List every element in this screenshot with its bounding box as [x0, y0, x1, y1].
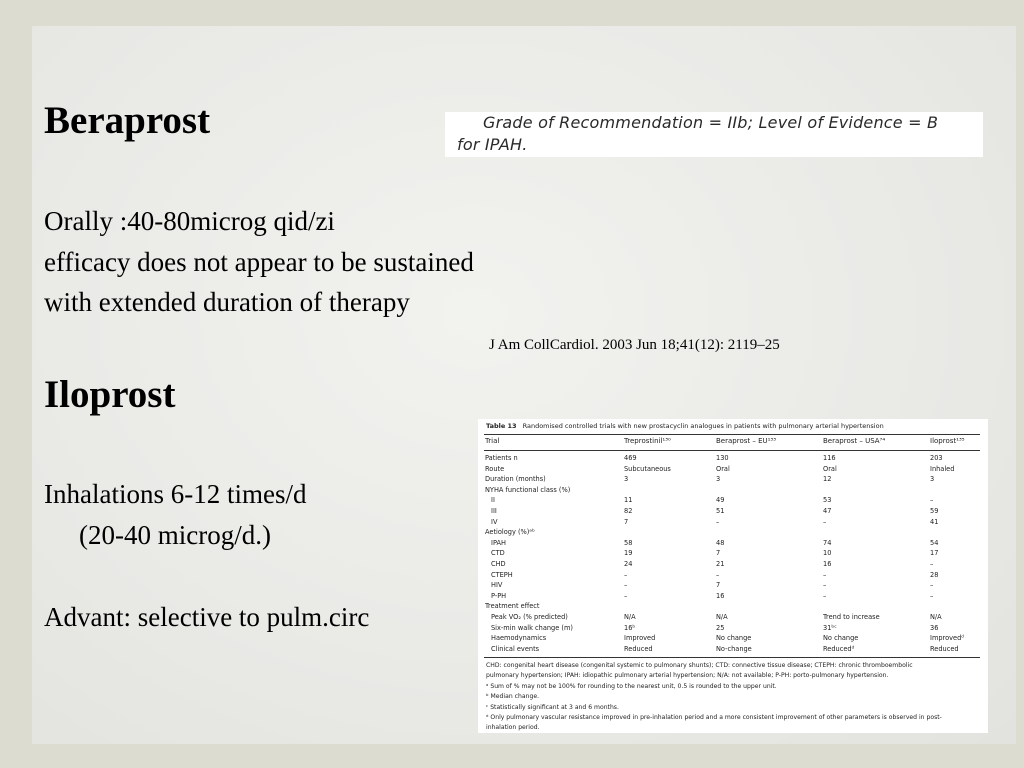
table-cell: 469 — [624, 454, 637, 462]
table-cell: Treatment effect — [485, 602, 540, 611]
table-row — [478, 549, 988, 559]
table-cell: 24 — [624, 560, 633, 568]
citation: J Am CollCardiol. 2003 Jun 18;41(12): 2119–25 — [489, 337, 780, 353]
table-cell: Six-min walk change (m) — [491, 623, 573, 632]
table-cell: II — [491, 496, 495, 505]
table-cell: – — [716, 517, 720, 526]
table-header-cell: Iloprost¹³⁵ — [930, 437, 965, 445]
table-cell: 53 — [823, 496, 832, 505]
table-cell: 3 — [624, 475, 629, 484]
table-cell: Oral — [716, 464, 730, 473]
beraprost-title: Beraprost — [44, 99, 211, 142]
table-cell: 47 — [823, 507, 832, 515]
table-row — [478, 560, 988, 570]
table-cell: – — [624, 570, 628, 579]
table-row — [478, 645, 988, 655]
table-caption-text: Randomised controlled trials with new prostacyclin analogues in patients with pulmonary arterial hypertension — [522, 422, 884, 430]
table-cell: – — [624, 581, 628, 590]
table-cell: P-PH — [491, 591, 507, 600]
table-cell: – — [716, 570, 720, 579]
table-cell: Aetiology (%)ᵃᵇ — [485, 528, 535, 537]
table-header-rule — [484, 450, 980, 451]
table-cell: Reduced — [930, 644, 959, 653]
recommendation-line-1: Grade of Recommendation = IIb; Level of Evidence = B — [483, 113, 939, 132]
table-cell: – — [823, 517, 827, 526]
iloprost-line-1: Inhalations 6-12 times/d — [44, 479, 307, 509]
table-cell: N/A — [624, 613, 636, 621]
table-cell: 12 — [823, 475, 832, 484]
table-cell: 16ᵇ — [624, 623, 636, 632]
table-cell: – — [624, 591, 628, 600]
table-row — [478, 507, 988, 517]
table-cell: IV — [491, 517, 498, 526]
table-cell: Reduced — [624, 644, 653, 653]
recommendation-line-2: for IPAH. — [457, 135, 528, 154]
table-cell: 59 — [930, 507, 939, 515]
table-cell: 54 — [930, 538, 939, 547]
table-cell: CTD — [491, 549, 505, 558]
table-cell: 36 — [930, 623, 939, 632]
beraprost-line-2: efficacy does not appear to be sustained — [44, 247, 474, 277]
table-row — [478, 602, 988, 612]
table-cell: 3 — [716, 475, 721, 484]
table-cell: 25 — [716, 623, 725, 632]
table-cell: 7 — [716, 549, 721, 558]
table-cell: N/A — [716, 613, 728, 621]
table-cell: 19 — [624, 549, 633, 558]
table-note: inhalation period. — [486, 724, 540, 732]
table-row — [478, 539, 988, 549]
table-cell: 49 — [716, 496, 725, 505]
table-caption-label: Table 13 — [486, 422, 517, 430]
table-cell: III — [491, 507, 497, 515]
table-row — [478, 624, 988, 634]
table-note: ᵈ Only pulmonary vascular resistance improved in pre-inhalation period and a more consistent improvement of other parameters is observed in post- — [486, 714, 942, 722]
table-cell: – — [930, 581, 934, 590]
table-cell: NYHA functional class (%) — [485, 485, 571, 494]
table-row — [478, 613, 988, 623]
iloprost-line-3: Advant: selective to pulm.circ — [44, 602, 370, 632]
beraprost-line-1: Orally :40-80microg qid/zi — [44, 206, 335, 236]
table-cell: No change — [823, 634, 859, 643]
table-row — [478, 496, 988, 506]
table-cell: Oral — [823, 464, 837, 473]
table-cell: Improvedᵈ — [930, 634, 964, 643]
table-cell: Route — [485, 464, 505, 473]
table-header-cell: Beraprost – EU¹³³ — [716, 437, 777, 445]
table-cell: 116 — [823, 454, 836, 462]
table-cell: – — [930, 560, 934, 568]
table-cell: 48 — [716, 538, 725, 547]
iloprost-title: Iloprost — [44, 373, 176, 416]
table-cell: 203 — [930, 454, 943, 462]
table-cell: – — [930, 591, 934, 600]
table-cell: Patients n — [485, 454, 518, 462]
table-cell: 31ᵇᶜ — [823, 623, 837, 632]
table-note: ᶜ Statistically significant at 3 and 6 months. — [486, 703, 619, 711]
table-cell: HIV — [491, 581, 503, 590]
table-cell: 16 — [716, 591, 725, 600]
table-note: CHD: congenital heart disease (congenital systemic to pulmonary shunts); CTD: connective tissue disease; CTEPH: chronic thromboembolic — [486, 662, 913, 669]
table-cell: 130 — [716, 454, 729, 462]
table-row — [478, 475, 988, 485]
iloprost-line-2: (20-40 microg/d.) — [79, 520, 271, 550]
table-cell: Inhaled — [930, 464, 955, 473]
table-top-rule — [484, 434, 980, 435]
table-bottom-rule — [484, 657, 980, 658]
table-cell: IPAH — [491, 538, 506, 547]
table-header-cell: Beraprost – USA⁷⁴ — [823, 437, 886, 445]
table-cell: 10 — [823, 549, 832, 558]
table-cell: Duration (months) — [485, 475, 546, 484]
table-cell: 7 — [716, 581, 721, 590]
table-row — [478, 486, 988, 496]
table-row — [478, 528, 988, 538]
table-notes — [486, 661, 982, 734]
table-cell: Improved — [624, 634, 656, 643]
table-row — [478, 518, 988, 528]
table-cell: 3 — [930, 475, 935, 484]
beraprost-line-3: with extended duration of therapy — [44, 287, 410, 317]
table-cell: Reducedᵈ — [823, 644, 855, 653]
table-row — [478, 454, 988, 464]
table-cell: 58 — [624, 538, 633, 547]
table-note: pulmonary hypertension; IPAH: idiopathic pulmonary arterial hypertension; N/A: not available; P-PH: porto-pulmonary hypertension. — [486, 672, 889, 680]
table-cell: CHD — [491, 560, 506, 568]
table-cell: 11 — [624, 496, 633, 505]
table-cell: N/A — [930, 613, 942, 621]
table-note: ᵃ Sum of % may not be 100% for rounding to the nearest unit, 0.5 is rounded to the upper unit. — [486, 682, 777, 690]
recommendation-box — [445, 112, 983, 157]
table-cell: Peak VO₂ (% predicted) — [491, 613, 568, 621]
table-cell: 41 — [930, 517, 939, 526]
table-cell: 17 — [930, 549, 939, 558]
table-cell: No change — [716, 634, 752, 643]
table-cell: CTEPH — [491, 570, 513, 579]
table-caption — [486, 422, 884, 430]
table-cell: 51 — [716, 507, 725, 515]
table-row — [478, 465, 988, 475]
table-cell: 74 — [823, 538, 832, 547]
table-cell: 7 — [624, 517, 629, 526]
table-row — [478, 571, 988, 581]
table-note: ᵇ Median change. — [486, 693, 540, 701]
table-cell: – — [823, 570, 827, 579]
table-cell: No-change — [716, 644, 752, 653]
table-cell: 28 — [930, 570, 939, 579]
table-header-row — [478, 437, 988, 448]
table-cell: Clinical events — [491, 644, 540, 653]
table-row — [478, 581, 988, 591]
table-cell: Trend to increase — [823, 613, 880, 621]
table-13 — [478, 419, 988, 733]
table-header-cell: Trial — [485, 437, 500, 445]
table-header-cell: Treprostinil¹³⁰ — [624, 437, 671, 445]
table-cell: Haemodynamics — [491, 634, 547, 643]
table-row — [478, 634, 988, 644]
table-cell: 16 — [823, 560, 832, 568]
table-cell: Subcutaneous — [624, 464, 671, 473]
table-cell: 82 — [624, 507, 633, 515]
table-cell: – — [930, 496, 934, 505]
table-cell: – — [823, 581, 827, 590]
table-row — [478, 592, 988, 602]
table-cell: – — [823, 591, 827, 600]
table-cell: 21 — [716, 560, 725, 568]
